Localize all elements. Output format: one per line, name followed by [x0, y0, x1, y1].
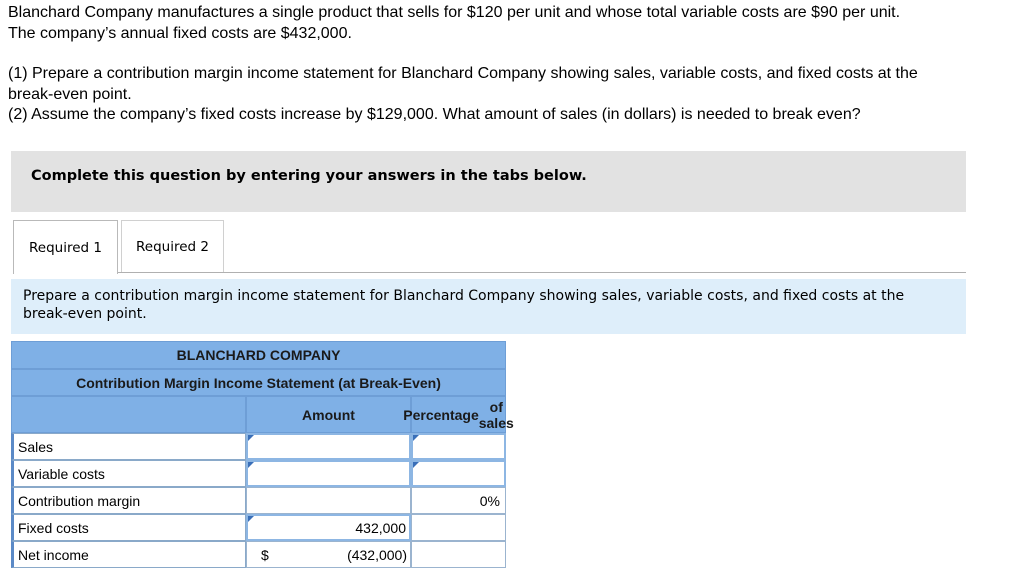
tab-required-2[interactable]: Required 2 — [121, 220, 224, 273]
requirement-1-text: (1) Prepare a contribution margin income statement for Blanchard Company showing sales, variable costs, and fixed costs at the — [8, 65, 918, 82]
amount-column-header: Amount — [246, 396, 411, 433]
instruction-line: Prepare a contribution margin income statement for Blanchard Company showing sales, variable costs, and fixed costs at the — [23, 288, 905, 304]
input-marker-icon — [413, 462, 419, 468]
contribution-margin-amount — [246, 487, 411, 514]
problem-text-line: Blanchard Company manufactures a single product that sells for $120 per unit and whose total variable costs are $90 per unit. — [8, 4, 901, 21]
fixed-costs-amount-value: 432,000 — [355, 519, 406, 536]
problem-statement — [8, 3, 1013, 126]
input-marker-icon — [248, 435, 254, 441]
banner-text: Complete this question by entering your answers in the tabs below. — [31, 168, 587, 184]
input-marker-icon — [248, 516, 254, 522]
tab-divider — [118, 272, 966, 273]
label-column-header — [11, 396, 246, 433]
row-label-contribution-margin[interactable]: Contribution margin — [11, 487, 246, 514]
instruction-line: break-even point. — [23, 306, 147, 322]
net-income-amount — [246, 541, 411, 568]
requirement-2-text: (2) Assume the company’s fixed costs increase by $129,000. What amount of sales (in dollars) is needed to break even? — [8, 106, 861, 123]
table-row-sales — [11, 433, 506, 460]
income-statement-table — [11, 341, 514, 568]
contribution-margin-percentage — [411, 487, 506, 514]
input-marker-icon — [413, 435, 419, 441]
percentage-column-header — [403, 396, 514, 433]
variable-costs-percentage-input[interactable] — [411, 460, 506, 487]
instructions-banner — [11, 151, 966, 212]
requirement-1-text-cont: break-even point. — [8, 85, 132, 103]
percentage-header-line: of sales — [478, 398, 514, 431]
sales-amount-input[interactable] — [246, 433, 411, 460]
variable-costs-amount-input[interactable] — [246, 460, 411, 487]
table-row-contribution-margin — [11, 487, 506, 514]
percentage-header-line: Percentage — [403, 406, 479, 423]
net-income-amount-value: (432,000) — [347, 546, 407, 563]
tab-required-1[interactable]: Required 1 — [13, 220, 118, 274]
company-name-header: BLANCHARD COMPANY — [11, 341, 506, 369]
net-income-percentage — [411, 541, 506, 568]
table-row-variable-costs — [11, 460, 506, 487]
sales-percentage-input[interactable] — [411, 433, 506, 460]
table-row-net-income — [11, 541, 506, 568]
dollar-sign: $ — [261, 547, 269, 563]
input-marker-icon — [248, 462, 254, 468]
row-label-sales[interactable]: Sales — [11, 433, 246, 460]
fixed-costs-amount-input[interactable] — [246, 514, 411, 541]
row-label-net-income[interactable]: Net income — [11, 541, 246, 568]
fixed-costs-percentage — [411, 514, 506, 541]
row-label-variable-costs[interactable]: Variable costs — [11, 460, 246, 487]
problem-text-line: The company’s annual fixed costs are $432,000. — [8, 24, 352, 42]
statement-title-header: Contribution Margin Income Statement (at Break-Even) — [11, 369, 506, 396]
contribution-margin-percentage-value: 0% — [479, 492, 500, 509]
row-label-fixed-costs[interactable]: Fixed costs — [11, 514, 246, 541]
tab-instruction — [11, 279, 966, 334]
table-row-fixed-costs — [11, 514, 506, 541]
instruction-text — [23, 287, 958, 323]
